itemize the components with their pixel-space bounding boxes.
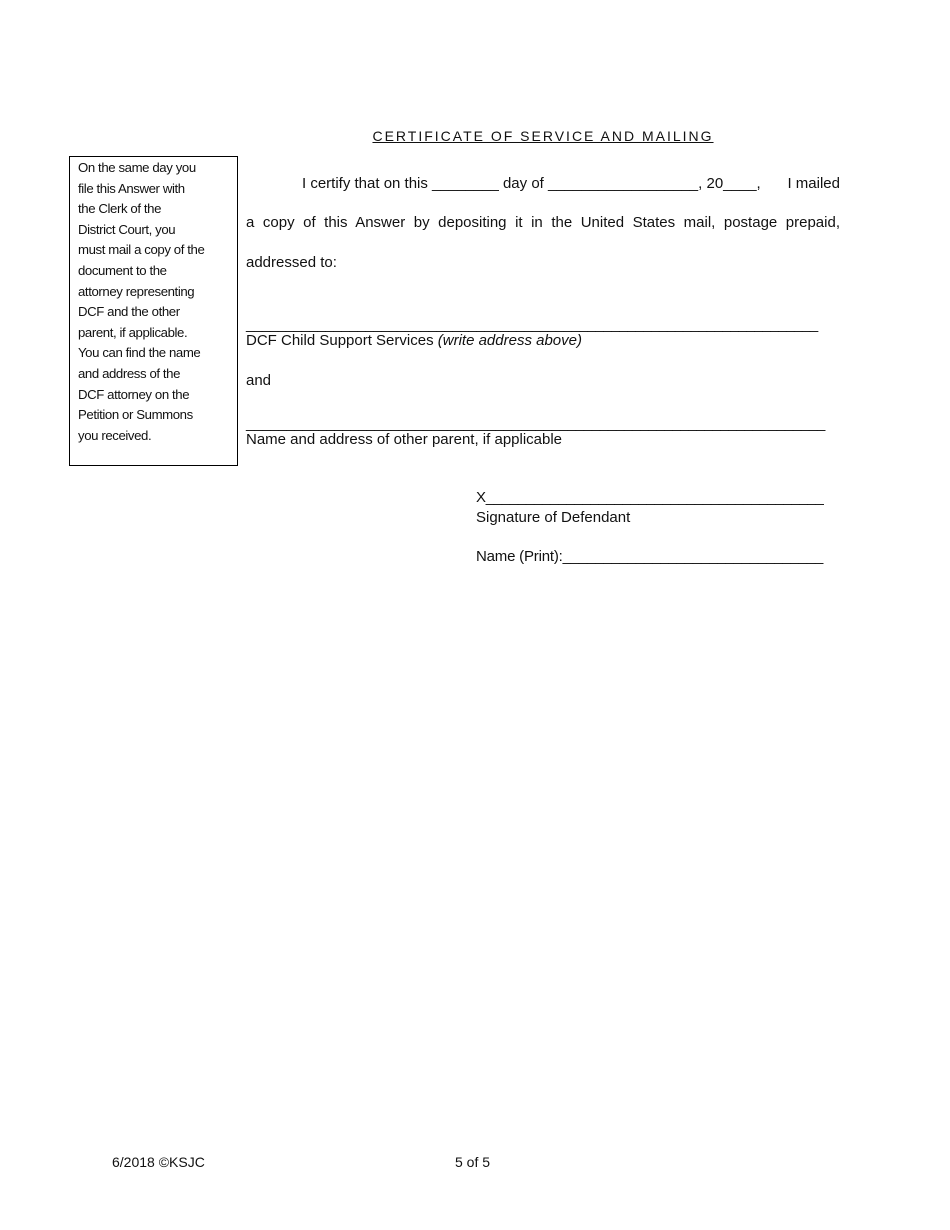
- signature-line: X__________________________________________: [476, 489, 824, 506]
- dcf-label: [246, 332, 582, 349]
- dcf-label-text: DCF Child Support Services: [246, 332, 434, 349]
- dcf-address-blank: ________________________________________________________________________: [246, 316, 818, 333]
- certify-statement-start: I certify that on this ________ day of __________________, 20____,: [302, 175, 761, 192]
- footer-page-number: 5 of 5: [455, 1154, 491, 1170]
- addressed-to-label: addressed to:: [246, 254, 337, 271]
- certify-statement-line-2: a copy of this Answer by depositing it in the United States mail, postage prepaid,: [246, 214, 840, 231]
- signature-label: Signature of Defendant: [476, 509, 631, 526]
- other-parent-address-blank: ________________________________________________________________________: [246, 415, 826, 432]
- certify-statement: [302, 175, 840, 192]
- instructions-box: On the same day you file this Answer with the Clerk of the District Court, you must mail a copy of the document to the attorney representing DCF and the other parent, if applicable. You can find the name and address of the DCF attorney on the Petition or Summons you received.: [69, 156, 238, 466]
- certify-statement-end: I mailed: [787, 175, 840, 192]
- and-label: and: [246, 372, 272, 389]
- dcf-label-hint: (write address above): [437, 332, 582, 349]
- footer-revision: 6/2018 ©KSJC: [112, 1154, 205, 1170]
- name-print-line: Name (Print):________________________________: [476, 548, 824, 565]
- page-title: CERTIFICATE OF SERVICE AND MAILING: [372, 128, 714, 144]
- other-parent-label: Name and address of other parent, if applicable: [246, 431, 563, 448]
